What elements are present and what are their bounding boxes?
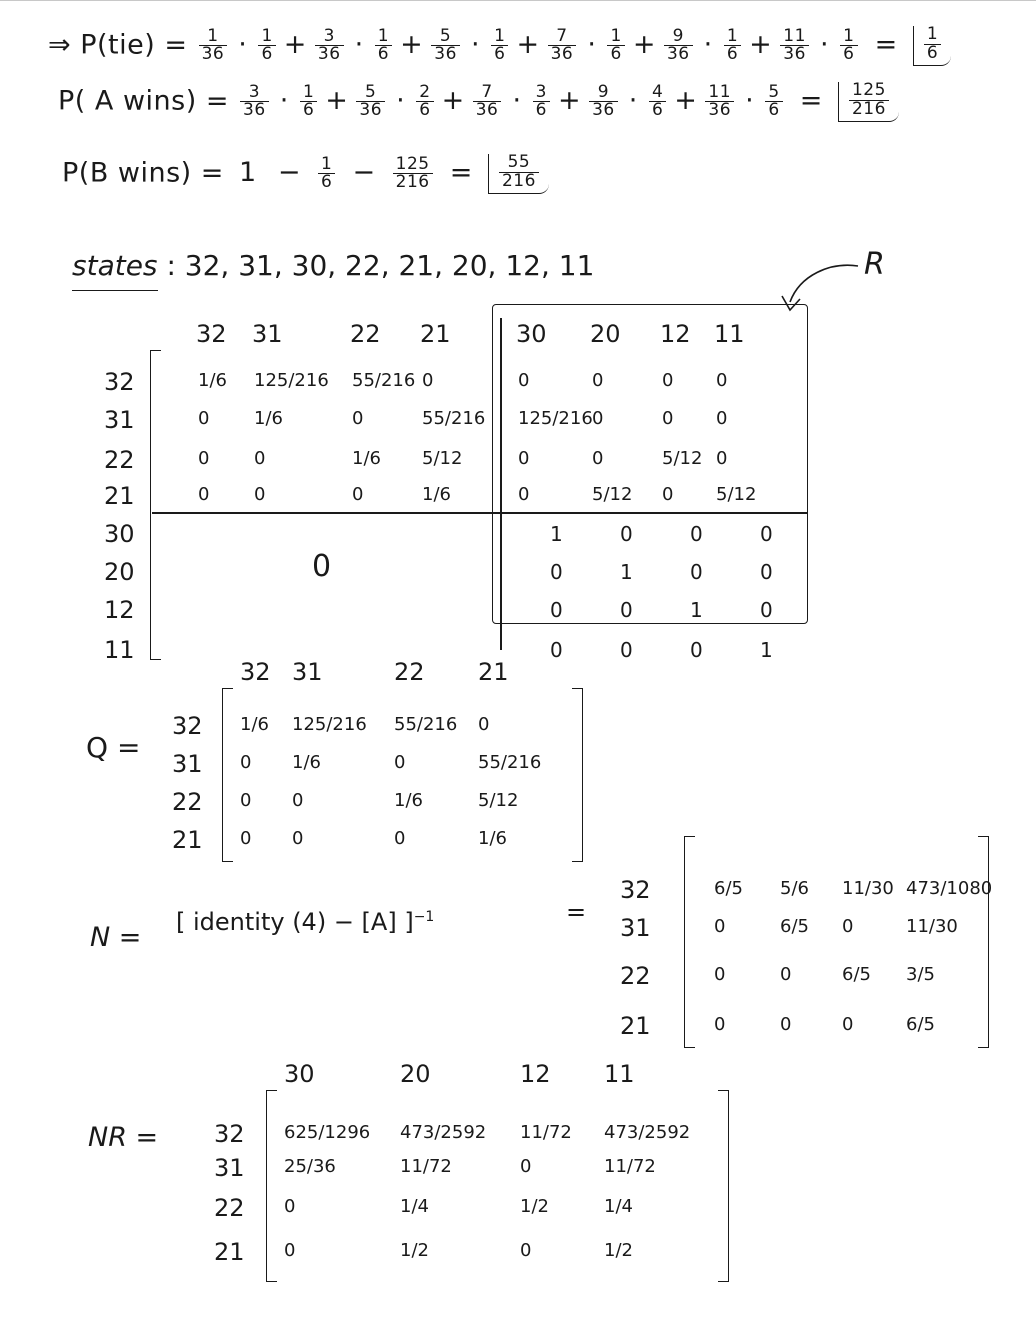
eq-ptie-lhs: ⇒ P(tie) =	[48, 29, 188, 61]
p-row-header: 30	[104, 520, 135, 548]
p-identity-cell: 1	[550, 522, 563, 546]
n-cell: 6/5	[842, 964, 871, 985]
fraction-num: 3	[315, 28, 344, 47]
nr-col-header: 20	[400, 1060, 431, 1088]
p-cell: 0	[518, 370, 530, 391]
nr-left-bracket	[266, 1090, 277, 1282]
p-identity-cell: 0	[760, 560, 773, 584]
fraction-den: 36	[201, 44, 225, 65]
fraction-num: 5	[765, 84, 782, 103]
p-row-header: 20	[104, 558, 135, 586]
q-cell: 1/6	[478, 828, 507, 849]
p-cell: 5/12	[716, 484, 757, 505]
eq-pb-wins-lhs: P(B wins) =	[62, 157, 224, 189]
q-cell: 1/6	[292, 752, 321, 773]
nr-label: NR =	[88, 1122, 159, 1153]
nr-cell: 11/72	[520, 1122, 572, 1143]
fraction-den: 6	[302, 100, 315, 121]
p-identity-cell: 0	[760, 598, 773, 622]
p-cell: 0	[352, 484, 364, 505]
p-cell: 0	[716, 408, 728, 429]
n-row-header: 22	[620, 962, 651, 990]
n-cell: 6/5	[780, 916, 809, 937]
p-identity-cell: 0	[690, 638, 703, 662]
p-identity-cell: 0	[690, 522, 703, 546]
fraction-den: 6	[651, 100, 664, 121]
fraction-num: 1	[840, 28, 857, 47]
fraction-den: 6	[768, 100, 780, 121]
p-row-header: 12	[104, 596, 135, 624]
nr-row-header: 22	[214, 1194, 245, 1222]
n-row-header: 21	[620, 1012, 651, 1040]
q-col-header: 32	[240, 658, 271, 686]
q-cell: 0	[478, 714, 490, 735]
q-col-header: 31	[292, 658, 323, 686]
fraction-den: 36	[708, 100, 732, 121]
fraction-num: 1	[199, 28, 228, 47]
states-list: : 32, 31, 30, 22, 21, 20, 12, 11	[166, 249, 595, 282]
q-row-header: 32	[172, 712, 203, 740]
p-cell: 5/12	[592, 484, 633, 505]
p-cell: 0	[662, 484, 674, 505]
nr-row-header: 21	[214, 1238, 245, 1266]
q-cell: 0	[240, 752, 252, 773]
fraction-num: 3	[533, 84, 550, 103]
fraction-num: 2	[416, 84, 433, 103]
q-cell: 1/6	[240, 714, 269, 735]
fraction-num: 9	[589, 84, 618, 103]
p-identity-cell: 0	[550, 598, 563, 622]
q-col-header: 22	[394, 658, 425, 686]
fraction-den: 36	[666, 44, 690, 65]
n-label: N =	[90, 922, 142, 953]
p-cell: 0	[198, 448, 210, 469]
n-cell: 0	[780, 964, 792, 985]
nr-right-bracket	[718, 1090, 729, 1282]
fraction-num: 5	[356, 84, 385, 103]
nr-col-header: 30	[284, 1060, 315, 1088]
n-right-bracket	[978, 836, 989, 1048]
nr-cell: 0	[284, 1240, 296, 1261]
nr-cell: 0	[284, 1196, 296, 1217]
p-cell: 55/216	[352, 370, 416, 391]
fraction-den: 36	[783, 44, 806, 65]
nr-row-header: 31	[214, 1154, 245, 1182]
nr-cell: 0	[520, 1156, 532, 1177]
nr-cell: 1/4	[400, 1196, 429, 1217]
n-cell: 6/5	[714, 878, 743, 899]
p-col-header: 11	[714, 320, 745, 348]
fraction-den: 6	[610, 44, 622, 65]
fraction-num: 7	[473, 84, 502, 103]
p-identity-cell: 1	[690, 598, 703, 622]
n-cell: 11/30	[906, 916, 958, 937]
n-cell: 6/5	[906, 1014, 935, 1035]
p-identity-cell: 0	[760, 522, 773, 546]
p-identity-cell: 0	[620, 638, 633, 662]
q-cell: 0	[394, 828, 406, 849]
q-cell: 0	[394, 752, 406, 773]
nr-cell: 1/2	[400, 1240, 429, 1261]
q-cell: 55/216	[394, 714, 458, 735]
p-row-header: 21	[104, 482, 135, 510]
fraction-den: 6	[843, 44, 855, 65]
p-row-header: 11	[104, 636, 135, 664]
states-label: states	[72, 249, 158, 282]
q-label: Q =	[86, 731, 141, 764]
fraction-den: 36	[475, 100, 499, 121]
p-col-header: 32	[196, 320, 227, 348]
p-row-header: 31	[104, 406, 135, 434]
q-cell: 5/12	[478, 790, 519, 811]
p-col-header: 31	[252, 320, 283, 348]
q-cell: 0	[240, 790, 252, 811]
nr-cell: 25/36	[284, 1156, 336, 1177]
fraction-den: 36	[592, 100, 615, 121]
n-cell: 0	[842, 1014, 854, 1035]
nr-cell: 1/2	[520, 1196, 549, 1217]
p-cell: 0	[254, 484, 266, 505]
p-cell: 0	[662, 370, 674, 391]
p-col-header: 21	[420, 320, 451, 348]
fraction-den: 36	[434, 44, 457, 65]
q-col-header: 21	[478, 658, 509, 686]
p-col-header: 22	[350, 320, 381, 348]
p-cell: 1/6	[422, 484, 451, 505]
n-cell: 3/5	[906, 964, 935, 985]
n-cell: 473/1080	[906, 878, 993, 899]
n-equals: =	[566, 898, 587, 926]
eq-ptie-result: $\frac{1}{6}$	[913, 26, 951, 66]
p-identity-cell: 1	[760, 638, 773, 662]
fraction-den: 36	[359, 100, 383, 121]
p-identity-cell: 0	[690, 560, 703, 584]
p-cell: 0	[422, 370, 434, 391]
nr-cell: 625/1296	[284, 1122, 371, 1143]
n-cell: 0	[714, 916, 726, 937]
eq-pb-wins-result: $\frac{55}{216}$	[488, 154, 549, 194]
n-cell: 11/30	[842, 878, 894, 899]
r-label: R	[864, 247, 885, 282]
p-zero-block: 0	[312, 549, 332, 584]
fraction-den: 36	[550, 44, 574, 65]
n-row-header: 32	[620, 876, 651, 904]
eq-ptie: ⇒ P(tie) = $\frac{1}{36}$ · $\frac{1}{6}$ + $\frac{3}{36}$ · $\frac{1}{6}$ + $\frac{5}{36}$ · $\frac{1}{6}$ + $\frac{7}{36}$ · $\frac{1}{6}$ + $\frac{9}{36}$ · $\frac{1}{6}$ + $\frac{11}{36}$ · $\frac{1}{6}$ = $\frac{1}{6}$	[48, 26, 951, 66]
p-cell: 0	[592, 370, 604, 391]
p-cell: 0	[518, 448, 530, 469]
q-right-bracket	[572, 688, 583, 862]
fraction-num: 1	[375, 28, 392, 47]
q-row-header: 22	[172, 788, 203, 816]
eq-pa-wins-result: $\frac{125}{216}$	[838, 82, 899, 122]
nr-col-header: 11	[604, 1060, 635, 1088]
p-cell: 125/216	[254, 370, 329, 391]
p-left-bracket	[150, 350, 161, 660]
q-cell: 0	[292, 790, 304, 811]
fraction-den: 6	[377, 44, 390, 65]
fraction-num: 3	[240, 84, 269, 103]
fraction-num: 1	[491, 28, 508, 47]
fraction-num: 1	[300, 84, 317, 103]
p-row-header: 32	[104, 368, 135, 396]
p-identity-cell: 0	[620, 522, 633, 546]
fraction-den: 6	[419, 100, 431, 121]
nr-cell: 473/2592	[604, 1122, 691, 1143]
nr-cell: 1/4	[604, 1196, 633, 1217]
fraction-num: 11	[705, 84, 734, 103]
eq-pa-wins-terms: $\frac{3}{36}$ · $\frac{1}{6}$ + $\frac{5}{36}$ · $\frac{2}{6}$ + $\frac{7}{36}$ · $\frac{3}{6}$ + $\frac{9}{36}$ · $\frac{4}{6}$ + $\frac{11}{36}$ · $\frac{5}{6}$	[238, 85, 785, 116]
nr-row-header: 32	[214, 1120, 245, 1148]
p-identity-cell: 0	[620, 598, 633, 622]
n-cell: 5/6	[780, 878, 809, 899]
fraction-num: 4	[649, 84, 666, 103]
nr-col-header: 12	[520, 1060, 551, 1088]
p-cell: 0	[198, 484, 210, 505]
p-cell: 0	[352, 408, 364, 429]
nr-cell: 1/2	[604, 1240, 633, 1261]
p-identity-cell: 0	[550, 560, 563, 584]
p-col-header: 30	[516, 320, 547, 348]
fraction-num: 1	[607, 28, 624, 47]
n-expression: [ identity (4) − [A] ]$^{-1}$	[176, 908, 435, 936]
q-cell: 125/216	[292, 714, 367, 735]
p-cell: 1/6	[352, 448, 381, 469]
n-cell: 0	[780, 1014, 792, 1035]
p-cell: 55/216	[422, 408, 486, 429]
nr-cell: 11/72	[604, 1156, 656, 1177]
n-left-bracket	[684, 836, 695, 1048]
n-row-header: 31	[620, 914, 651, 942]
eq-pb-wins: P(B wins) = 1 − $\frac{1}{6}$ − $\frac{125}{216}$ = $\frac{55}{216}$	[62, 154, 549, 194]
p-cell: 125/216	[518, 408, 593, 429]
p-cell: 1/6	[198, 370, 227, 391]
q-cell: 0	[240, 828, 252, 849]
p-cell: 0	[518, 484, 530, 505]
n-cell: 0	[714, 964, 726, 985]
nr-cell: 11/72	[400, 1156, 452, 1177]
q-left-bracket	[222, 688, 233, 862]
q-row-header: 31	[172, 750, 203, 778]
p-cell: 0	[716, 448, 728, 469]
p-col-header: 12	[660, 320, 691, 348]
p-identity-cell: 1	[620, 560, 633, 584]
p-cell: 0	[254, 448, 266, 469]
fraction-den: 6	[726, 44, 739, 65]
fraction-num: 1	[258, 28, 275, 47]
p-cell: 0	[662, 408, 674, 429]
q-row-header: 21	[172, 826, 203, 854]
eq-pa-wins-lhs: P( A wins) =	[58, 85, 229, 117]
p-cell: 1/6	[254, 408, 283, 429]
fraction-num: 11	[780, 28, 809, 47]
fraction-num: 7	[548, 28, 577, 47]
nr-cell: 473/2592	[400, 1122, 487, 1143]
p-cell: 0	[198, 408, 210, 429]
p-col-header: 20	[590, 320, 621, 348]
p-cell: 0	[592, 448, 604, 469]
fraction-num: 5	[431, 28, 460, 47]
n-cell: 0	[842, 916, 854, 937]
eq-ptie-terms: $\frac{1}{36}$ · $\frac{1}{6}$ + $\frac{3}{36}$ · $\frac{1}{6}$ + $\frac{5}{36}$ · $\frac{1}{6}$ + $\frac{7}{36}$ · $\frac{1}{6}$ + $\frac{9}{36}$ · $\frac{1}{6}$ + $\frac{11}{36}$ · $\frac{1}{6}$	[197, 29, 860, 60]
n-cell: 0	[714, 1014, 726, 1035]
eq-pa-wins: P( A wins) = $\frac{3}{36}$ · $\frac{1}{6}$ + $\frac{5}{36}$ · $\frac{2}{6}$ + $\frac{7}{36}$ · $\frac{3}{6}$ + $\frac{9}{36}$ · $\frac{4}{6}$ + $\frac{11}{36}$ · $\frac{5}{6}$ = $\frac{125}{216}$	[58, 82, 899, 122]
p-cell: 0	[716, 370, 728, 391]
p-identity-cell: 0	[550, 638, 563, 662]
p-cell: 5/12	[662, 448, 703, 469]
p-cell: 0	[592, 408, 604, 429]
fraction-num: 9	[664, 28, 693, 47]
fraction-den: 6	[494, 44, 506, 65]
q-cell: 1/6	[394, 790, 423, 811]
nr-cell: 0	[520, 1240, 532, 1261]
p-cell: 5/12	[422, 448, 463, 469]
fraction-den: 6	[535, 100, 547, 121]
fraction-den: 36	[243, 100, 266, 121]
p-row-header: 22	[104, 446, 135, 474]
fraction-num: 1	[724, 28, 741, 47]
q-cell: 0	[292, 828, 304, 849]
q-cell: 55/216	[478, 752, 542, 773]
r-box	[492, 304, 808, 624]
fraction-den: 36	[317, 44, 341, 65]
fraction-den: 6	[261, 44, 273, 65]
